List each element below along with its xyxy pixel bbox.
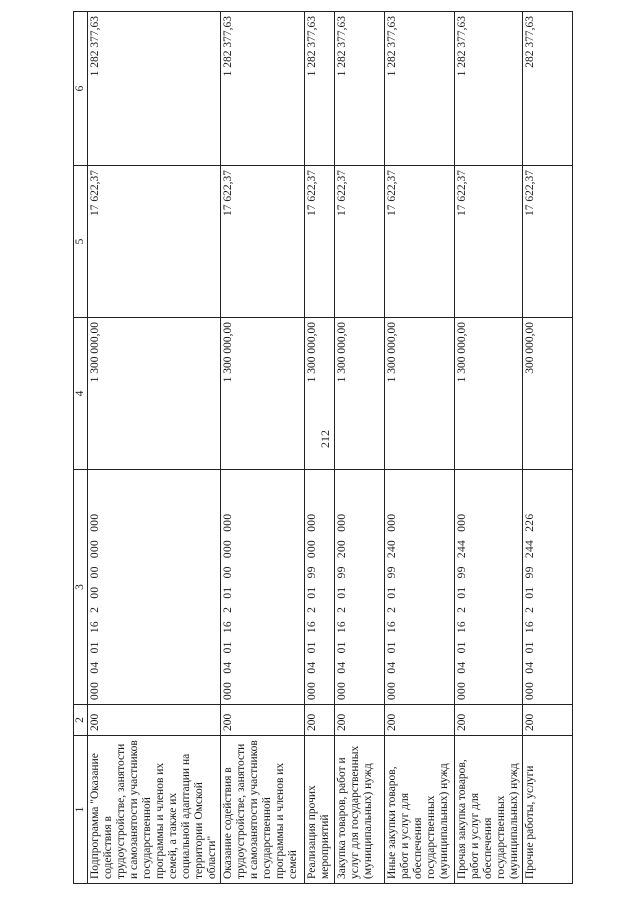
- row-name: Подпрограмма "Оказание содействия в трудоустройстве, занятости и самозанятости участников государственной программы и членов их семей, а также их социальной адаптации на территории Омской области": [88, 736, 221, 884]
- row-name: Оказание содействия в трудоустройстве, занятости и самозанятости участников государственной программы и членов их семей: [221, 736, 305, 884]
- row-amount-plan: 1 300 000,00: [335, 318, 385, 470]
- row-amount-plan: 1 300 000,00: [305, 318, 335, 470]
- row-admin-code: 200: [335, 705, 385, 736]
- row-amount-change: 17 622,37: [335, 166, 385, 318]
- table-row: [88, 12, 221, 884]
- header-col-3: 3: [74, 470, 88, 705]
- table-row: [455, 12, 523, 884]
- row-amount-change: 17 622,37: [385, 166, 455, 318]
- row-name: Закупка товаров, работ и услуг для государственных (муниципальных) нужд: [335, 736, 385, 884]
- row-amount-change: 17 622,37: [221, 166, 305, 318]
- header-col-5: 5: [74, 166, 88, 318]
- row-amount-change: 17 622,37: [455, 166, 523, 318]
- row-name: Реализация прочих мероприятий: [305, 736, 335, 884]
- row-budget-code: 000 04 01 16 2 01 99 244 000: [455, 470, 523, 705]
- table-row: [305, 12, 335, 884]
- page-number: 212: [318, 430, 332, 448]
- row-amount-total: 1 282 377,63: [335, 12, 385, 166]
- row-budget-code: 000 04 01 16 2 01 99 000 000: [305, 470, 335, 705]
- row-admin-code: 200: [385, 705, 455, 736]
- table-header-row: [74, 12, 88, 884]
- row-budget-code: 000 04 01 16 2 01 99 244 226: [523, 470, 573, 705]
- header-col-4: 4: [74, 318, 88, 470]
- row-budget-code: 000 04 01 16 2 01 00 000 000: [221, 470, 305, 705]
- row-budget-code: 000 04 01 16 2 01 99 240 000: [385, 470, 455, 705]
- row-amount-total: 1 282 377,63: [455, 12, 523, 166]
- row-amount-plan: 1 300 000,00: [88, 318, 221, 470]
- header-col-6: 6: [74, 12, 88, 166]
- row-amount-plan: 1 300 000,00: [385, 318, 455, 470]
- row-amount-total: 1 282 377,63: [221, 12, 305, 166]
- row-amount-total: 1 282 377,63: [88, 12, 221, 166]
- row-name: Прочая закупка товаров, работ и услуг для обеспечения государственных (муниципальных) нужд: [455, 736, 523, 884]
- row-budget-code: 000 04 01 16 2 01 99 200 000: [335, 470, 385, 705]
- row-admin-code: 200: [221, 705, 305, 736]
- row-amount-total: 1 282 377,63: [305, 12, 335, 166]
- table-row: [385, 12, 455, 884]
- header-col-2: 2: [74, 705, 88, 736]
- rotated-table-container: [73, 12, 561, 884]
- row-name: Иные закупки товаров, работ и услуг для обеспечения государственных (муниципальных) нужд: [385, 736, 455, 884]
- row-admin-code: 200: [523, 705, 573, 736]
- table-row: [523, 12, 573, 884]
- row-admin-code: 200: [305, 705, 335, 736]
- header-col-1: 1: [74, 736, 88, 884]
- row-budget-code: 000 04 01 16 2 00 00 000 000: [88, 470, 221, 705]
- row-admin-code: 200: [88, 705, 221, 736]
- row-amount-change: 17 622,37: [305, 166, 335, 318]
- row-amount-plan: 1 300 000,00: [455, 318, 523, 470]
- row-admin-code: 200: [455, 705, 523, 736]
- row-name: Прочие работы, услуги: [523, 736, 573, 884]
- budget-table: [73, 11, 573, 884]
- row-amount-total: 282 377,63: [523, 12, 573, 166]
- row-amount-plan: 300 000,00: [523, 318, 573, 470]
- row-amount-plan: 1 300 000,00: [221, 318, 305, 470]
- row-amount-change: 17 622,37: [523, 166, 573, 318]
- row-amount-total: 1 282 377,63: [385, 12, 455, 166]
- row-amount-change: 17 622,37: [88, 166, 221, 318]
- table-row: [221, 12, 305, 884]
- table-row: [335, 12, 385, 884]
